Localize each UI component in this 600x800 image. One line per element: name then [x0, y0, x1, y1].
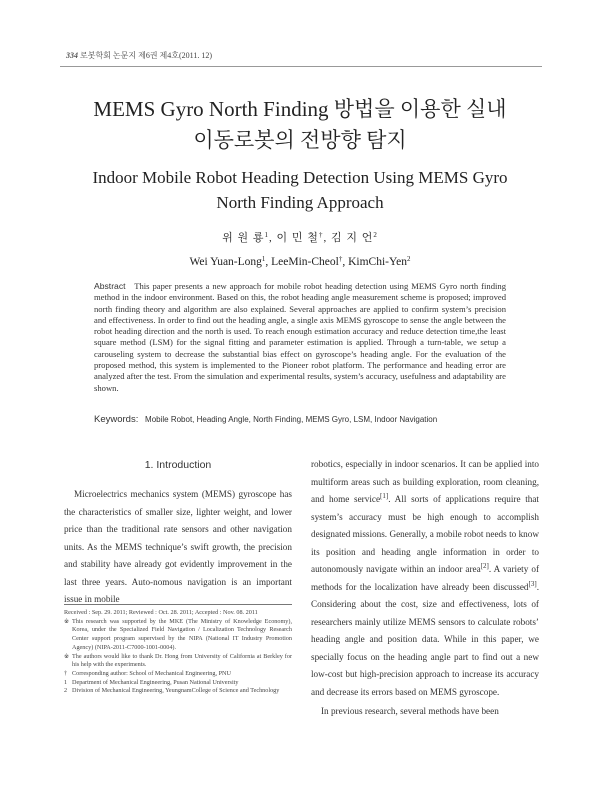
author-ko: 이 민 철†,	[276, 231, 331, 244]
english-title	[40, 165, 560, 215]
abstract	[94, 281, 506, 394]
paragraph-text: . All sorts of applications require that system’s accuracy must be high enough to accomplish designated missions. Generally, a mobile robot needs to know its position and heading angle information in order to autonomously navigate within an indoor area	[311, 494, 539, 574]
intro-paragraph-2: In previous research, several methods have been	[321, 706, 499, 716]
korean-title-line-2: 이동로봇의 전방향 탐지	[193, 128, 407, 152]
footnote-marker: ※	[64, 652, 70, 660]
korean-title	[40, 94, 560, 156]
footnote-marker: 1	[64, 678, 68, 686]
footnote-text: This research was supported by the MKE (The Ministry of Knowledge Economy), Korea, under the Specialized Field Navigation / Localization Technology Research Center support program supervised by the NIPA (National IT Industry Promotion Agency) (NIPA-2011-C7000-1001-0004).	[72, 617, 292, 651]
author-en: LeeMin-Cheol†,	[271, 255, 349, 268]
footnote-text: Received : Sep. 29. 2011; Reviewed : Oct. 28. 2011; Accepted : Nov. 08. 2011	[64, 609, 258, 616]
english-title-line-2: North Finding Approach	[216, 193, 384, 212]
author-ko: 위 원 룡$^1$,	[222, 231, 277, 244]
footnote	[64, 653, 292, 670]
footnote-marker: †	[64, 669, 68, 677]
intro-paragraph-continued	[311, 456, 539, 701]
right-column	[311, 456, 539, 721]
korean-title-line-1: MEMS Gyro North Finding 방법을 이용한 실내	[93, 97, 507, 121]
keywords-text: Mobile Robot, Heading Angle, North Finding, MEMS Gyro, LSM, Indoor Navigation	[145, 415, 438, 424]
page-number: 334	[66, 51, 78, 60]
citation-ref: [3]	[528, 579, 537, 588]
section-title: 1. Introduction	[144, 459, 212, 471]
keywords	[94, 414, 524, 425]
intro-paragraph: Microelectrics mechanics system (MEMS) gyroscope has the characteristics of smaller size, lighter weight, and lower price than the traditional rate sensors and other navigation units. As the MEMS technique’s swift growth, the precision and stability have already got evidently improvement in the last three years. Auto-nomous navigation is an important issue in mobile	[64, 489, 292, 604]
footnote	[64, 618, 292, 653]
english-title-line-1: Indoor Mobile Robot Heading Detection Using MEMS Gyro	[92, 168, 508, 187]
footnote	[64, 670, 292, 679]
author-ko: 김 지 언$^2$	[330, 231, 378, 244]
footnote-rule	[64, 604, 292, 605]
footnote-marker: 2	[64, 687, 68, 695]
footnote-text: The authors would like to thank Dr. Hong from University of California at Berkley for his help with the experiments.	[72, 652, 292, 669]
footnote-text: Department of Mechanical Engineering, Pusan National University	[72, 678, 239, 686]
footnote	[64, 679, 292, 688]
footnote	[64, 687, 292, 696]
author-en: Wei Yuan-Long$^1$,	[189, 255, 272, 268]
left-column	[64, 486, 292, 609]
keywords-label: Keywords:	[94, 414, 139, 425]
footnote-text: Division of Mechanical Engineering, YeungnamCollege of Science and Technology	[72, 687, 280, 695]
footnotes	[64, 609, 292, 696]
footnote-marker: ※	[64, 617, 70, 625]
abstract-text: This paper presents a new approach for mobile robot heading detection using MEMS Gyro north finding method in the indoor environment. Based on this, the robot heading angle measurement scheme is proposed; improved north finding theory and algorithm are also explained. Several approaches are applied to confirm system’s precision and effectiveness. In order to find out the heading angle, a single axis MEMS gyroscope to sense the angle between the robot heading direction and the north is used. To reach enough estimation accuracy and reduce detection time,the least square method (LSM) for the signal fitting and parameter estimation is applied. Through a turn-table, we setup a carouseling system to decrease the substantial bias effect on gyroscope’s heading angle. For the evaluation of the proposed method, this system is implemented to the Pioneer robot platform. The performance and heading error are analyzed after the test. From the simulation and experimental results, system’s accuracy, usefulness and adaptability are shown.	[94, 281, 506, 393]
citation-ref: [2]	[480, 562, 489, 570]
journal-name: 로봇학회 논문지 제6권 제4호(2011. 12)	[80, 51, 213, 60]
author-en: KimChi-Yen$^2$	[348, 255, 411, 268]
english-authors	[0, 256, 600, 268]
header-rule	[60, 66, 542, 67]
abstract-label: Abstract	[94, 281, 126, 291]
running-header	[66, 50, 212, 61]
korean-authors	[0, 229, 600, 245]
footnote	[64, 609, 292, 618]
paragraph-text: . Considering about the cost, size and effectiveness, lots of researchers mainly utilize MEMS sensors to calculate robots’ heading angle and position data. While in this paper, we specially focus on the heading angle part to find out a new low-cost but high-precision approach to increase its accuracy and decrease its errors based on MEMS gyroscope.	[311, 581, 539, 697]
footnote-text: Corresponding author: School of Mechanical Engineering, PNU	[72, 669, 231, 677]
citation-ref: [1]	[380, 492, 389, 500]
paragraph-text: robotics, especially in indoor scenarios. It can be applied into multiform areas such as building exploration, room cleaning, and home service	[311, 459, 539, 504]
paragraph-text: . A variety of methods for the localization have already been discussed	[311, 564, 539, 592]
